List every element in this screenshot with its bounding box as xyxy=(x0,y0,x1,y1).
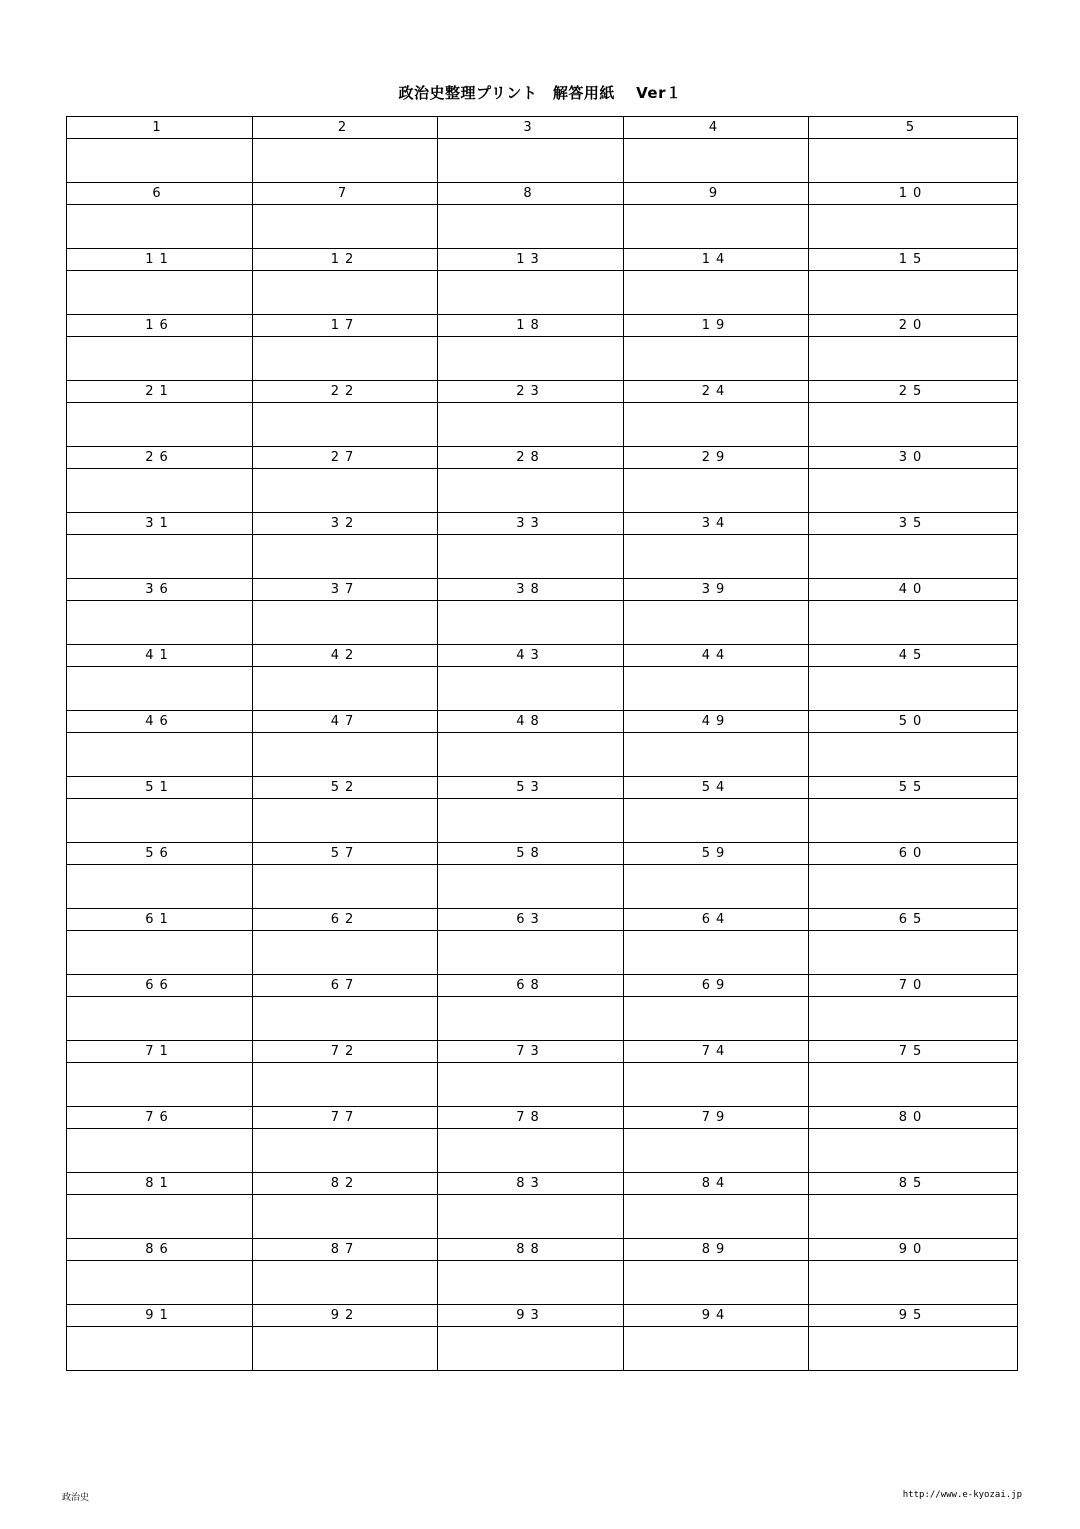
question-number-cell: 4 xyxy=(624,117,809,139)
answer-cell[interactable] xyxy=(67,931,253,975)
question-number-cell: 75 xyxy=(809,1041,1018,1063)
question-number-cell: 92 xyxy=(253,1305,438,1327)
question-number-cell: 30 xyxy=(809,447,1018,469)
answer-row xyxy=(67,601,1018,645)
answer-row xyxy=(67,1063,1018,1107)
question-number-cell: 29 xyxy=(624,447,809,469)
question-number-cell: 66 xyxy=(67,975,253,997)
answer-cell[interactable] xyxy=(438,205,624,249)
answer-row xyxy=(67,403,1018,447)
question-number-cell: 83 xyxy=(438,1173,624,1195)
question-number-cell: 11 xyxy=(67,249,253,271)
answer-cell[interactable] xyxy=(67,1129,253,1173)
question-number-cell: 67 xyxy=(253,975,438,997)
question-number-cell: 9 xyxy=(624,183,809,205)
answer-cell[interactable] xyxy=(67,601,253,645)
question-number-cell: 17 xyxy=(253,315,438,337)
question-number-cell: 6 xyxy=(67,183,253,205)
question-number-cell: 53 xyxy=(438,777,624,799)
answer-cell[interactable] xyxy=(253,139,438,183)
answer-cell[interactable] xyxy=(253,1129,438,1173)
question-number-cell: 70 xyxy=(809,975,1018,997)
question-number-cell: 63 xyxy=(438,909,624,931)
question-number-cell: 54 xyxy=(624,777,809,799)
question-number-cell: 73 xyxy=(438,1041,624,1063)
answer-cell[interactable] xyxy=(624,1327,809,1371)
question-number-cell: 20 xyxy=(809,315,1018,337)
answer-cell[interactable] xyxy=(67,469,253,513)
question-number-cell: 56 xyxy=(67,843,253,865)
answer-cell[interactable] xyxy=(67,799,253,843)
answer-cell[interactable] xyxy=(253,1327,438,1371)
question-number-cell: 7 xyxy=(253,183,438,205)
question-number-cell: 26 xyxy=(67,447,253,469)
question-number-cell: 79 xyxy=(624,1107,809,1129)
question-number-cell: 62 xyxy=(253,909,438,931)
answer-row xyxy=(67,931,1018,975)
question-number-cell: 84 xyxy=(624,1173,809,1195)
question-number-cell: 38 xyxy=(438,579,624,601)
question-number-row xyxy=(67,1239,1018,1261)
footer-subject: 政治史 xyxy=(62,1493,90,1503)
question-number-cell: 50 xyxy=(809,711,1018,733)
answer-cell[interactable] xyxy=(438,667,624,711)
question-number-cell: 80 xyxy=(809,1107,1018,1129)
question-number-cell: 85 xyxy=(809,1173,1018,1195)
answer-cell[interactable] xyxy=(67,403,253,447)
answer-cell[interactable] xyxy=(809,535,1018,579)
answer-row xyxy=(67,205,1018,249)
answer-cell[interactable] xyxy=(67,1327,253,1371)
question-number-cell: 2 xyxy=(253,117,438,139)
question-number-cell: 36 xyxy=(67,579,253,601)
question-number-row xyxy=(67,975,1018,997)
answer-cell[interactable] xyxy=(67,139,253,183)
question-number-cell: 23 xyxy=(438,381,624,403)
answer-cell[interactable] xyxy=(438,535,624,579)
question-number-cell: 40 xyxy=(809,579,1018,601)
answer-cell[interactable] xyxy=(624,205,809,249)
question-number-row xyxy=(67,579,1018,601)
question-number-cell: 14 xyxy=(624,249,809,271)
question-number-cell: 52 xyxy=(253,777,438,799)
answer-cell[interactable] xyxy=(809,1327,1018,1371)
question-number-cell: 46 xyxy=(67,711,253,733)
question-number-cell: 81 xyxy=(67,1173,253,1195)
answer-cell[interactable] xyxy=(253,733,438,777)
question-number-cell: 37 xyxy=(253,579,438,601)
question-number-cell: 5 xyxy=(809,117,1018,139)
question-number-cell: 82 xyxy=(253,1173,438,1195)
answer-cell[interactable] xyxy=(67,733,253,777)
question-number-cell: 22 xyxy=(253,381,438,403)
answer-cell[interactable] xyxy=(624,931,809,975)
answer-cell[interactable] xyxy=(809,931,1018,975)
answer-cell[interactable] xyxy=(809,799,1018,843)
answer-row xyxy=(67,535,1018,579)
answer-cell[interactable] xyxy=(624,535,809,579)
question-number-cell: 77 xyxy=(253,1107,438,1129)
question-number-cell: 25 xyxy=(809,381,1018,403)
answer-cell[interactable] xyxy=(438,1261,624,1305)
question-number-row xyxy=(67,1041,1018,1063)
answer-cell[interactable] xyxy=(809,469,1018,513)
question-number-cell: 16 xyxy=(67,315,253,337)
answer-row xyxy=(67,799,1018,843)
answer-row xyxy=(67,1129,1018,1173)
answer-cell[interactable] xyxy=(624,601,809,645)
answer-cell[interactable] xyxy=(438,601,624,645)
answer-cell[interactable] xyxy=(67,997,253,1041)
question-number-cell: 33 xyxy=(438,513,624,535)
question-number-cell: 60 xyxy=(809,843,1018,865)
answer-cell[interactable] xyxy=(253,667,438,711)
answer-cell[interactable] xyxy=(438,337,624,381)
answer-cell[interactable] xyxy=(253,1063,438,1107)
answer-cell[interactable] xyxy=(67,271,253,315)
question-number-row xyxy=(67,1305,1018,1327)
answer-row xyxy=(67,997,1018,1041)
answer-cell[interactable] xyxy=(253,271,438,315)
question-number-cell: 90 xyxy=(809,1239,1018,1261)
question-number-cell: 76 xyxy=(67,1107,253,1129)
answer-cell[interactable] xyxy=(809,1063,1018,1107)
question-number-cell: 1 xyxy=(67,117,253,139)
question-number-cell: 34 xyxy=(624,513,809,535)
answer-cell[interactable] xyxy=(253,997,438,1041)
question-number-cell: 8 xyxy=(438,183,624,205)
question-number-cell: 65 xyxy=(809,909,1018,931)
question-number-cell: 32 xyxy=(253,513,438,535)
question-number-cell: 31 xyxy=(67,513,253,535)
footer-url: http://www.e-kyozai.jp xyxy=(902,1490,1022,1500)
question-number-cell: 18 xyxy=(438,315,624,337)
question-number-cell: 24 xyxy=(624,381,809,403)
answer-cell[interactable] xyxy=(809,403,1018,447)
question-number-cell: 78 xyxy=(438,1107,624,1129)
page-title: 政治史整理プリント 解答用紙 Ver１ xyxy=(398,84,682,102)
question-number-row xyxy=(67,1107,1018,1129)
question-number-cell: 61 xyxy=(67,909,253,931)
question-number-cell: 10 xyxy=(809,183,1018,205)
question-number-cell: 86 xyxy=(67,1239,253,1261)
answer-cell[interactable] xyxy=(438,931,624,975)
answer-cell[interactable] xyxy=(624,1261,809,1305)
answer-cell[interactable] xyxy=(809,205,1018,249)
answer-cell[interactable] xyxy=(624,865,809,909)
question-number-cell: 55 xyxy=(809,777,1018,799)
answer-cell[interactable] xyxy=(253,931,438,975)
question-number-cell: 69 xyxy=(624,975,809,997)
answer-row xyxy=(67,271,1018,315)
question-number-cell: 51 xyxy=(67,777,253,799)
answer-row xyxy=(67,469,1018,513)
question-number-cell: 19 xyxy=(624,315,809,337)
answer-grid xyxy=(66,116,1018,1371)
question-number-cell: 27 xyxy=(253,447,438,469)
answer-cell[interactable] xyxy=(809,733,1018,777)
answer-cell[interactable] xyxy=(438,403,624,447)
answer-row xyxy=(67,667,1018,711)
answer-cell[interactable] xyxy=(624,271,809,315)
question-number-cell: 39 xyxy=(624,579,809,601)
answer-cell[interactable] xyxy=(438,469,624,513)
answer-cell[interactable] xyxy=(253,865,438,909)
answer-cell[interactable] xyxy=(438,1195,624,1239)
question-number-cell: 49 xyxy=(624,711,809,733)
answer-cell[interactable] xyxy=(624,139,809,183)
answer-cell[interactable] xyxy=(624,1063,809,1107)
answer-cell[interactable] xyxy=(624,469,809,513)
answer-cell[interactable] xyxy=(809,865,1018,909)
answer-cell[interactable] xyxy=(253,1195,438,1239)
question-number-row xyxy=(67,447,1018,469)
answer-cell[interactable] xyxy=(624,1195,809,1239)
question-number-cell: 57 xyxy=(253,843,438,865)
question-number-cell: 43 xyxy=(438,645,624,667)
answer-cell[interactable] xyxy=(438,139,624,183)
question-number-cell: 41 xyxy=(67,645,253,667)
question-number-cell: 48 xyxy=(438,711,624,733)
question-number-cell: 72 xyxy=(253,1041,438,1063)
question-number-cell: 95 xyxy=(809,1305,1018,1327)
answer-cell[interactable] xyxy=(67,1195,253,1239)
question-number-cell: 15 xyxy=(809,249,1018,271)
answer-row xyxy=(67,1195,1018,1239)
answer-cell[interactable] xyxy=(809,1195,1018,1239)
answer-cell[interactable] xyxy=(67,337,253,381)
question-number-cell: 13 xyxy=(438,249,624,271)
question-number-cell: 64 xyxy=(624,909,809,931)
answer-cell[interactable] xyxy=(809,337,1018,381)
answer-cell[interactable] xyxy=(438,865,624,909)
question-number-cell: 45 xyxy=(809,645,1018,667)
answer-cell[interactable] xyxy=(253,403,438,447)
question-number-row xyxy=(67,117,1018,139)
answer-cell[interactable] xyxy=(67,205,253,249)
answer-cell[interactable] xyxy=(624,733,809,777)
answer-cell[interactable] xyxy=(67,1261,253,1305)
question-number-cell: 74 xyxy=(624,1041,809,1063)
answer-cell[interactable] xyxy=(438,1129,624,1173)
answer-cell[interactable] xyxy=(809,139,1018,183)
question-number-cell: 71 xyxy=(67,1041,253,1063)
question-number-row xyxy=(67,909,1018,931)
answer-cell[interactable] xyxy=(624,997,809,1041)
answer-cell[interactable] xyxy=(253,535,438,579)
answer-cell[interactable] xyxy=(624,667,809,711)
question-number-cell: 68 xyxy=(438,975,624,997)
question-number-row xyxy=(67,843,1018,865)
question-number-cell: 88 xyxy=(438,1239,624,1261)
answer-cell[interactable] xyxy=(438,997,624,1041)
answer-cell[interactable] xyxy=(809,997,1018,1041)
answer-cell[interactable] xyxy=(67,1063,253,1107)
question-number-cell: 3 xyxy=(438,117,624,139)
question-number-cell: 93 xyxy=(438,1305,624,1327)
question-number-row xyxy=(67,381,1018,403)
question-number-cell: 44 xyxy=(624,645,809,667)
answer-cell[interactable] xyxy=(624,799,809,843)
answer-cell[interactable] xyxy=(809,1261,1018,1305)
question-number-row xyxy=(67,513,1018,535)
answer-cell[interactable] xyxy=(438,733,624,777)
answer-cell[interactable] xyxy=(67,667,253,711)
answer-row xyxy=(67,1327,1018,1371)
question-number-cell: 47 xyxy=(253,711,438,733)
answer-row xyxy=(67,865,1018,909)
question-number-cell: 59 xyxy=(624,843,809,865)
answer-cell[interactable] xyxy=(624,337,809,381)
answer-cell[interactable] xyxy=(624,1129,809,1173)
answer-cell[interactable] xyxy=(67,535,253,579)
answer-cell[interactable] xyxy=(624,403,809,447)
answer-cell[interactable] xyxy=(253,205,438,249)
answer-cell[interactable] xyxy=(253,1261,438,1305)
answer-cell[interactable] xyxy=(253,601,438,645)
answer-cell[interactable] xyxy=(253,337,438,381)
answer-cell[interactable] xyxy=(253,799,438,843)
answer-cell[interactable] xyxy=(67,865,253,909)
answer-row xyxy=(67,139,1018,183)
question-number-cell: 12 xyxy=(253,249,438,271)
question-number-cell: 94 xyxy=(624,1305,809,1327)
answer-cell[interactable] xyxy=(438,1327,624,1371)
question-number-cell: 58 xyxy=(438,843,624,865)
question-number-row xyxy=(67,249,1018,271)
question-number-cell: 91 xyxy=(67,1305,253,1327)
question-number-cell: 87 xyxy=(253,1239,438,1261)
question-number-cell: 28 xyxy=(438,447,624,469)
question-number-row xyxy=(67,777,1018,799)
question-number-cell: 42 xyxy=(253,645,438,667)
answer-cell[interactable] xyxy=(253,469,438,513)
question-number-cell: 35 xyxy=(809,513,1018,535)
answer-cell[interactable] xyxy=(809,1129,1018,1173)
question-number-row xyxy=(67,183,1018,205)
question-number-row xyxy=(67,315,1018,337)
answer-cell[interactable] xyxy=(438,799,624,843)
answer-cell[interactable] xyxy=(809,271,1018,315)
question-number-row xyxy=(67,1173,1018,1195)
question-number-cell: 21 xyxy=(67,381,253,403)
question-number-row xyxy=(67,645,1018,667)
answer-row xyxy=(67,1261,1018,1305)
answer-row xyxy=(67,733,1018,777)
answer-cell[interactable] xyxy=(809,667,1018,711)
question-number-row xyxy=(67,711,1018,733)
answer-cell[interactable] xyxy=(438,1063,624,1107)
answer-row xyxy=(67,337,1018,381)
answer-cell[interactable] xyxy=(438,271,624,315)
question-number-cell: 89 xyxy=(624,1239,809,1261)
answer-cell[interactable] xyxy=(809,601,1018,645)
